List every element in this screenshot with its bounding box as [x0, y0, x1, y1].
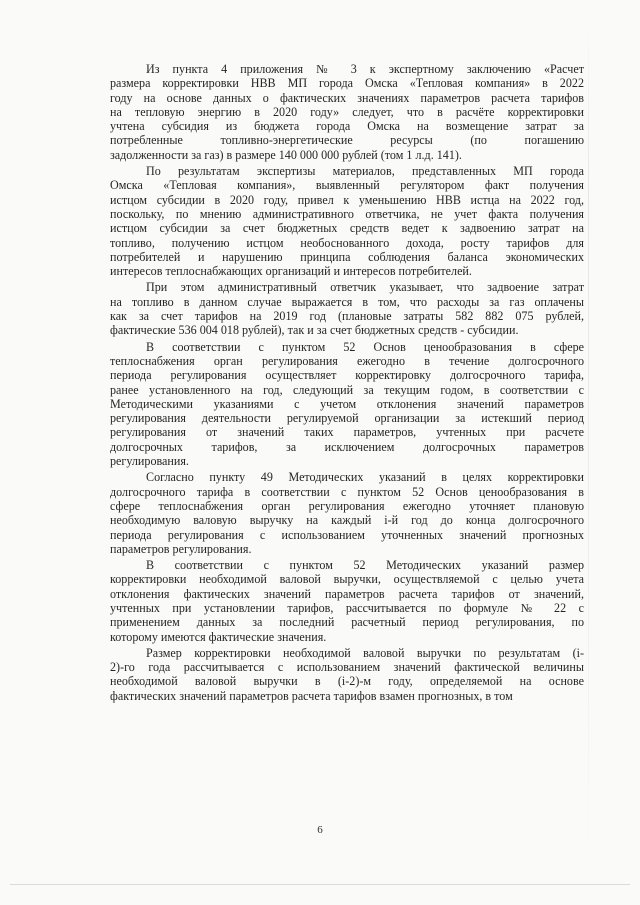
text-line: истцом субсидии в 2020 году, привел к уменьшению НВВ истца на 2022 год,	[110, 192, 584, 207]
text-line: 2)-го года рассчитывается с использованием значений фактической величины	[110, 660, 584, 675]
text-line: В соответствии с пунктом 52 Методических указаний размер	[146, 558, 584, 573]
text-line: как за счет тарифов на 2019 год (плановые затраты 582 882 075 рублей,	[110, 309, 584, 324]
text-line: регулирования деятельности регулируемой организации за истекший период	[110, 411, 584, 426]
text-line: Из пункта 4 приложения № 3 к экспертному заключению «Расчет	[146, 62, 584, 76]
paragraph	[110, 470, 584, 556]
paragraph	[110, 62, 584, 162]
text-line: учтена субсидия из бюджета города Омска на возмещение затрат за	[110, 119, 584, 134]
page-number: 6	[317, 824, 323, 836]
text-line: необходимую валовую выручку на каждый i-й год до конца долгосрочного	[110, 513, 584, 528]
text-line: задолженности за газ) в размере 140 000 000 рублей (том 1 л.д. 141).	[110, 147, 462, 162]
text-line: параметров регулирования.	[110, 541, 252, 556]
text-line: истцом субсидии за счет бюджетных средств ведет к задвоению затрат на	[110, 221, 584, 236]
text-line: применением данных за последний расчетный период регулирования, по	[110, 615, 584, 630]
text-line: топливо, получению истцом необоснованного дохода, росту тарифов для	[110, 235, 584, 250]
text-line: регулирования от значений таких параметров, учтенных при расчете	[110, 425, 584, 440]
paragraph	[110, 558, 584, 644]
text-line: потребителей и нарушению принципа соблюдения баланса экономических	[110, 249, 584, 264]
text-line: ранее установленного на год, следующий за текущим годом, в соответствии с	[110, 382, 584, 397]
text-line: Методическими указаниями с учетом отклонения значений параметров	[110, 396, 584, 411]
text-line: По результатам экспертизы материалов, представленных МП города	[146, 164, 584, 179]
paragraph	[110, 340, 584, 469]
scan-edge-shadow	[588, 20, 589, 880]
paragraph	[110, 280, 584, 337]
text-line: регулирования.	[110, 454, 189, 469]
text-line: периода регулирования с использованием уточненных значений прогнозных	[110, 527, 584, 542]
text-line: Размер корректировки необходимой валовой выручки по результатам (i-	[146, 645, 584, 660]
text-line: интересов теплоснабжающих организаций и интересов потребителей.	[110, 264, 472, 279]
text-line: которому имеются фактические значения.	[110, 629, 327, 644]
text-line: учтенных при установлении тарифов, рассчитывается по формуле № 22 с	[110, 600, 584, 615]
text-line: теплоснабжения орган регулирования ежегодно в течение долгосрочного	[110, 353, 584, 368]
text-line: фактические 536 004 018 рублей), так и за счет бюджетных средств - субсидии.	[110, 323, 519, 338]
text-line: году на основе данных о фактических значениях параметров расчета тарифов	[110, 90, 584, 105]
text-line: размера корректировки НВВ МП города Омска «Тепловая компания» в 2022	[110, 76, 584, 91]
text-line: В соответствии с пунктом 52 Основ ценообразования в сфере	[146, 339, 584, 354]
text-line: потребленные топливно-энергетические ресурсы (по погашению	[110, 133, 584, 148]
text-line: поскольку, по мнению административного ответчика, не учет факта получения	[110, 206, 584, 221]
scan-bottom-edge	[10, 884, 630, 885]
document-body	[110, 62, 584, 705]
text-line: долгосрочного тарифа в соответствии с пунктом 52 Основ ценообразования в	[110, 484, 584, 499]
text-line: на топливо в данном случае выражается в том, что расходы за газ оплачены	[110, 294, 584, 309]
text-line: корректировки необходимой валовой выручки, осуществляемой с целью учета	[110, 572, 584, 587]
paragraph	[110, 164, 584, 278]
text-line: необходимой валовой выручки в (i-2)-м году, определяемой на основе	[110, 674, 584, 689]
text-line: сфере теплоснабжения орган регулирования ежегодно уточняет плановую	[110, 498, 584, 513]
text-line: Омска «Тепловая компания», выявленный регулятором факт получения	[110, 178, 584, 193]
text-line: фактических значений параметров расчета тарифов взамен прогнозных, в том	[110, 688, 513, 703]
text-line: Согласно пункту 49 Методических указаний в целях корректировки	[146, 470, 584, 485]
text-line: При этом административный ответчик указывает, что задвоение затрат	[146, 280, 584, 295]
text-line: долгосрочных тарифов, за исключением долгосрочных параметров	[110, 439, 584, 454]
text-line: отклонения фактических значений параметров расчета тарифов от значений,	[110, 586, 584, 601]
text-line: на тепловую энергию в 2020 году» следует, что в расчёте корректировки	[110, 104, 584, 119]
paragraph	[110, 646, 584, 703]
text-line: периода регулирования осуществляет корректировку долгосрочного тарифа,	[110, 368, 584, 383]
